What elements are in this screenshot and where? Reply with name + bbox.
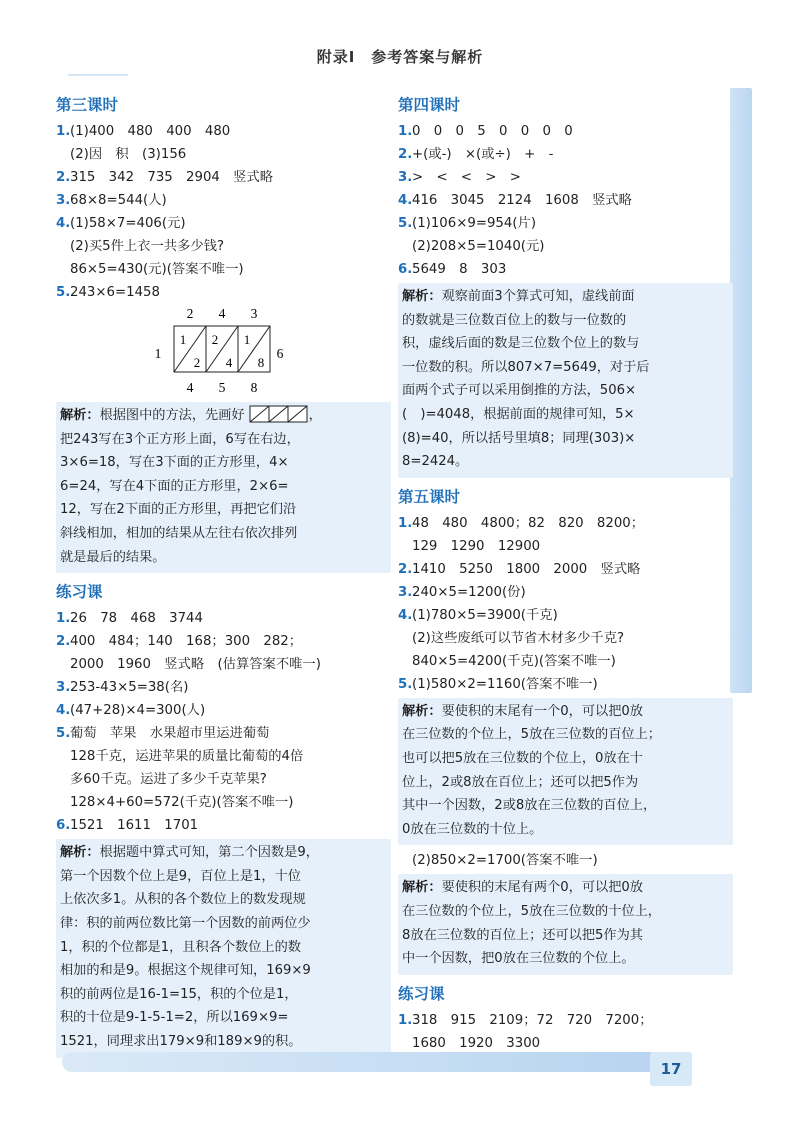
answer-text: (2)这些废纸可以节省木材多少千克? [412, 630, 625, 646]
answer-text: 400 484；140 168；300 282； [70, 634, 303, 650]
explanation-text: (8)=40，所以括号里填8；同理(303)× [402, 430, 636, 446]
lattice-left-digit: 1 [154, 346, 162, 361]
explanation-line [402, 403, 729, 427]
explanation-text: 解析：要使积的末尾有两个0，可以把0放 [402, 880, 643, 896]
answer-line [398, 558, 733, 581]
question-number: 4. [56, 703, 71, 719]
question-number: 5. [56, 726, 71, 742]
answer-line [398, 650, 733, 673]
explanation-text: 的数就是三位数百位上的数与一位数的 [402, 312, 627, 328]
lattice-cell-digit: 8 [257, 355, 265, 370]
explanation-line [402, 771, 729, 795]
answer-line [398, 673, 733, 696]
explanation-line [60, 912, 387, 936]
answer-line [56, 814, 391, 837]
answer-text: 1521 1611 1701 [70, 818, 199, 834]
answer-list [56, 607, 391, 837]
answer-text: 5649 8 303 [412, 262, 507, 277]
explanation-line [60, 1030, 387, 1054]
answer-text: 2000 1960 竖式略 (估算答案不唯一) [70, 657, 321, 673]
answer-line [56, 166, 391, 189]
explanation-text: 积的前两位是16-1=15，积的个位是1， [60, 986, 298, 1002]
question-number: 1. [398, 124, 413, 139]
question-number: 1. [398, 1012, 413, 1028]
lattice-cell-digit: 2 [193, 355, 201, 370]
explanation-line [402, 356, 729, 380]
explanation-text: 8=2424。 [402, 454, 469, 470]
answer-text: (1)780×5=3900(千克) [412, 607, 558, 623]
lattice-diagram [56, 306, 391, 398]
section-title: 第五课时 [398, 487, 461, 506]
question-number: 3. [398, 170, 413, 185]
right-column [398, 92, 733, 1055]
explanation-line [402, 947, 729, 971]
explanation-line [60, 983, 387, 1007]
answer-line [398, 258, 733, 281]
section-title: 第三课时 [56, 96, 119, 114]
explanation-line [60, 959, 387, 983]
explanation-line [60, 475, 387, 499]
question-number: 6. [56, 818, 71, 834]
question-number: 4. [398, 193, 413, 208]
answer-text: 0 0 0 5 0 0 0 0 [412, 124, 573, 139]
question-number: 5. [398, 216, 413, 231]
answer-line [56, 699, 391, 722]
answer-line [56, 768, 391, 791]
explanation-line [402, 379, 729, 403]
lattice-cell-digit: 1 [243, 332, 251, 347]
explanation-box [56, 839, 391, 1057]
explanation-box [56, 402, 391, 573]
explanation-text: 位上，2或8放在百位上；还可以把5作为 [402, 774, 639, 790]
answer-line [398, 166, 733, 189]
explanation-text: 12，写在2下面的正方形里，再把它们沿 [60, 502, 297, 518]
explanation-line [60, 1006, 387, 1030]
decorative-side-bar [730, 88, 752, 693]
explanation-line [402, 747, 729, 771]
lattice-bottom-digit: 8 [250, 380, 258, 395]
question-number: 5. [56, 285, 71, 300]
explanation-text: 解析：观察前面3个算式可知，虚线前面 [402, 289, 635, 304]
section-title: 练习课 [56, 583, 103, 602]
answer-text: +(或-) ×(或÷) + - [412, 147, 554, 162]
answer-text: (1)400 480 400 480 [70, 124, 231, 139]
question-number: 5. [398, 676, 413, 692]
explanation-text: 积，虚线后面的数是三位数个位上的数与 [402, 336, 640, 352]
question-number: 1. [56, 124, 71, 139]
answer-line [56, 281, 391, 304]
explanation-text: 中一个因数，把0放在三位数的个位上。 [402, 951, 635, 967]
footer-bar [62, 1052, 674, 1072]
lattice-bottom-digit: 4 [186, 380, 194, 395]
explanation-line [60, 546, 387, 570]
answer-line [398, 535, 733, 558]
answer-list [56, 120, 391, 304]
explanation-text: 积的十位是9-1-5-1=2，所以169×9= [60, 1010, 289, 1026]
question-number: 2. [398, 561, 413, 577]
explanation-text: 8放在三位数的百位上；还可以把5作为其 [402, 927, 643, 943]
explanation-text: 6=24，写在4下面的正方形里，2×6= [60, 478, 289, 494]
answer-text: 26 78 468 3744 [70, 611, 203, 627]
lattice-cell-digit: 1 [179, 332, 187, 347]
explanation-text: 0放在三位数的十位上。 [402, 821, 543, 837]
answer-line [398, 120, 733, 143]
answer-text: (1)580×2=1160(答案不唯一) [412, 676, 598, 692]
answer-text: 1680 1920 3300 [412, 1035, 541, 1051]
lattice-cell-digit: 4 [225, 355, 233, 370]
answer-line [398, 604, 733, 627]
answer-text: > < < > > [412, 170, 521, 185]
explanation-text: 解析：根据图中的方法，先画好 [60, 408, 245, 423]
explanation-text: 上依次多1。从积的各个数位上的数发现规 [60, 892, 306, 908]
lattice-right-digit: 6 [276, 346, 284, 361]
explanation-line [402, 285, 729, 309]
answer-text: (2)买5件上衣一共多少钱? [70, 239, 225, 254]
explanation-box [398, 283, 733, 478]
explanation-line [60, 428, 387, 452]
answer-text: 68×8=544(人) [70, 193, 167, 208]
explanation-text: ( )=4048，根据前面的规律可知，5× [402, 406, 635, 422]
explanation-line [60, 936, 387, 960]
answer-line [56, 630, 391, 653]
answer-text: 86×5=430(元)(答案不唯一) [70, 262, 244, 277]
header-rule [68, 74, 128, 76]
explanation-text: 律：积的前两位数比第一个因数的前两位少 [60, 915, 311, 931]
answer-line [56, 258, 391, 281]
answer-text: (2)208×5=1040(元) [412, 239, 545, 254]
explanation-line [402, 450, 729, 474]
answer-list [398, 120, 733, 281]
explanation-line [60, 522, 387, 546]
answer-text: 48 480 4800；82 820 8200； [412, 515, 645, 531]
answer-line [56, 676, 391, 699]
answer-line [398, 627, 733, 650]
explanation-text: 3×6=18，写在3下面的正方形里，4× [60, 455, 289, 471]
page-number: 17 [650, 1052, 692, 1086]
explanation-line [402, 309, 729, 333]
explanation-text: 斜线相加，相加的结果从左往右依次排列 [60, 525, 298, 541]
answer-line [398, 212, 733, 235]
explanation-text: 解析：要使积的末尾有一个0，可以把0放 [402, 703, 643, 719]
answer-text: 128千克，运进苹果的质量比葡萄的4倍 [70, 749, 304, 765]
explanation-box [398, 874, 733, 974]
section-title: 第四课时 [398, 96, 461, 114]
answer-line [56, 120, 391, 143]
question-number: 4. [398, 607, 413, 623]
explanation-line [402, 818, 729, 842]
explanation-line [402, 332, 729, 356]
lattice-cell-digit: 2 [211, 332, 219, 347]
answer-line [56, 143, 391, 166]
left-column [56, 92, 391, 1062]
question-number: 6. [398, 262, 413, 277]
answer-line [56, 212, 391, 235]
answer-line [56, 745, 391, 768]
lattice-svg [146, 306, 286, 398]
explanation-line [402, 700, 729, 724]
explanation-box [398, 698, 733, 846]
explanation-text: 第一个因数个位上是9，百位上是1，十位 [60, 868, 301, 884]
explanation-text: 也可以把5放在三位数的个位上，0放在十 [402, 750, 643, 766]
answer-line [56, 607, 391, 630]
question-number: 3. [56, 680, 71, 696]
lattice-top-digit: 4 [218, 306, 226, 321]
explanation-text: 在三位数的个位上，5放在三位数的百位上； [402, 727, 661, 743]
explanation-text: 一位数的积。所以807×7=5649，对于后 [402, 359, 650, 375]
explanation-text: 把243写在3个正方形上面，6写在右边， [60, 431, 300, 447]
answer-text: 128×4+60=572(千克)(答案不唯一) [70, 795, 294, 811]
answer-line [398, 581, 733, 604]
explanation-text: 相加的和是9。根据这个规律可知，169×9 [60, 963, 311, 979]
explanation-line [60, 841, 387, 865]
explanation-text: 其中一个因数，2或8放在三位数的百位上， [402, 798, 657, 814]
explanation-text: 1，积的个位都是1，且积各个数位上的数 [60, 939, 301, 955]
question-number: 1. [398, 515, 413, 531]
question-number: 3. [398, 584, 413, 600]
explanation-text: 1521，同理求出179×9和189×9的积。 [60, 1033, 302, 1049]
answer-line: (2)850×2=1700(答案不唯一) [412, 853, 598, 869]
explanation-line [402, 794, 729, 818]
answer-text: (47+28)×4=300(人) [70, 703, 206, 719]
answer-line [56, 653, 391, 676]
question-number: 3. [56, 193, 71, 208]
explanation-text: 就是最后的结果。 [60, 549, 166, 565]
answer-text: 129 1290 12900 [412, 538, 541, 554]
answer-line [398, 512, 733, 535]
answer-line [398, 189, 733, 212]
answer-line [398, 1009, 733, 1032]
answer-text: 葡萄 苹果 水果超市里运进葡萄 [70, 726, 270, 742]
answer-text: 1410 5250 1800 2000 竖式略 [412, 561, 641, 577]
page-header: 附录Ⅰ 参考答案与解析 [316, 48, 484, 66]
lattice-top-digit: 2 [186, 306, 194, 321]
answer-text: 318 915 2109；72 720 7200； [412, 1012, 653, 1028]
explanation-line [402, 876, 729, 900]
section-title: 练习课 [398, 984, 445, 1003]
explanation-line [60, 451, 387, 475]
question-number: 1. [56, 611, 71, 627]
explanation-text: 解析：根据题中算式可知，第二个因数是9， [60, 845, 319, 861]
question-number: 2. [398, 147, 413, 162]
answer-list [398, 1009, 733, 1055]
answer-text: (1)58×7=406(元) [70, 216, 186, 231]
question-number: 2. [56, 634, 71, 650]
answer-text: 多60千克。运进了多少千克苹果? [70, 772, 267, 788]
answer-text: 243×6=1458 [70, 285, 160, 300]
lattice-top-digit: 3 [250, 306, 258, 321]
explanation-text: 在三位数的个位上，5放在三位数的十位上， [402, 903, 661, 919]
answer-line [56, 235, 391, 258]
answer-line [398, 235, 733, 258]
answer-text: 840×5=4200(千克)(答案不唯一) [412, 653, 616, 669]
answer-text: 416 3045 2124 1608 竖式略 [412, 193, 632, 208]
answer-line [398, 143, 733, 166]
explanation-line [402, 924, 729, 948]
explanation-line: 解析：根据图中的方法，先画好 ， [60, 404, 387, 428]
answer-line [56, 791, 391, 814]
answer-text: (1)106×9=954(片) [412, 216, 537, 231]
question-number: 4. [56, 216, 71, 231]
explanation-line [402, 427, 729, 451]
explanation-text: 面两个式子可以采用倒推的方法，506× [402, 383, 637, 399]
answer-text: 240×5=1200(份) [412, 584, 526, 600]
explanation-line [60, 888, 387, 912]
answer-text: 253-43×5=38(名) [70, 680, 189, 696]
explanation-line [60, 865, 387, 889]
answer-line [56, 189, 391, 212]
explanation-line [402, 723, 729, 747]
answer-list [398, 512, 733, 696]
lattice-bottom-digit: 5 [218, 380, 226, 395]
answer-line [56, 722, 391, 745]
explanation-line [402, 900, 729, 924]
question-number: 2. [56, 170, 71, 185]
explanation-line [60, 498, 387, 522]
answer-text: 315 342 735 2904 竖式略 [70, 170, 274, 185]
answer-text: (2)因 积 (3)156 [70, 147, 187, 162]
three-square-grid-icon [249, 405, 309, 423]
